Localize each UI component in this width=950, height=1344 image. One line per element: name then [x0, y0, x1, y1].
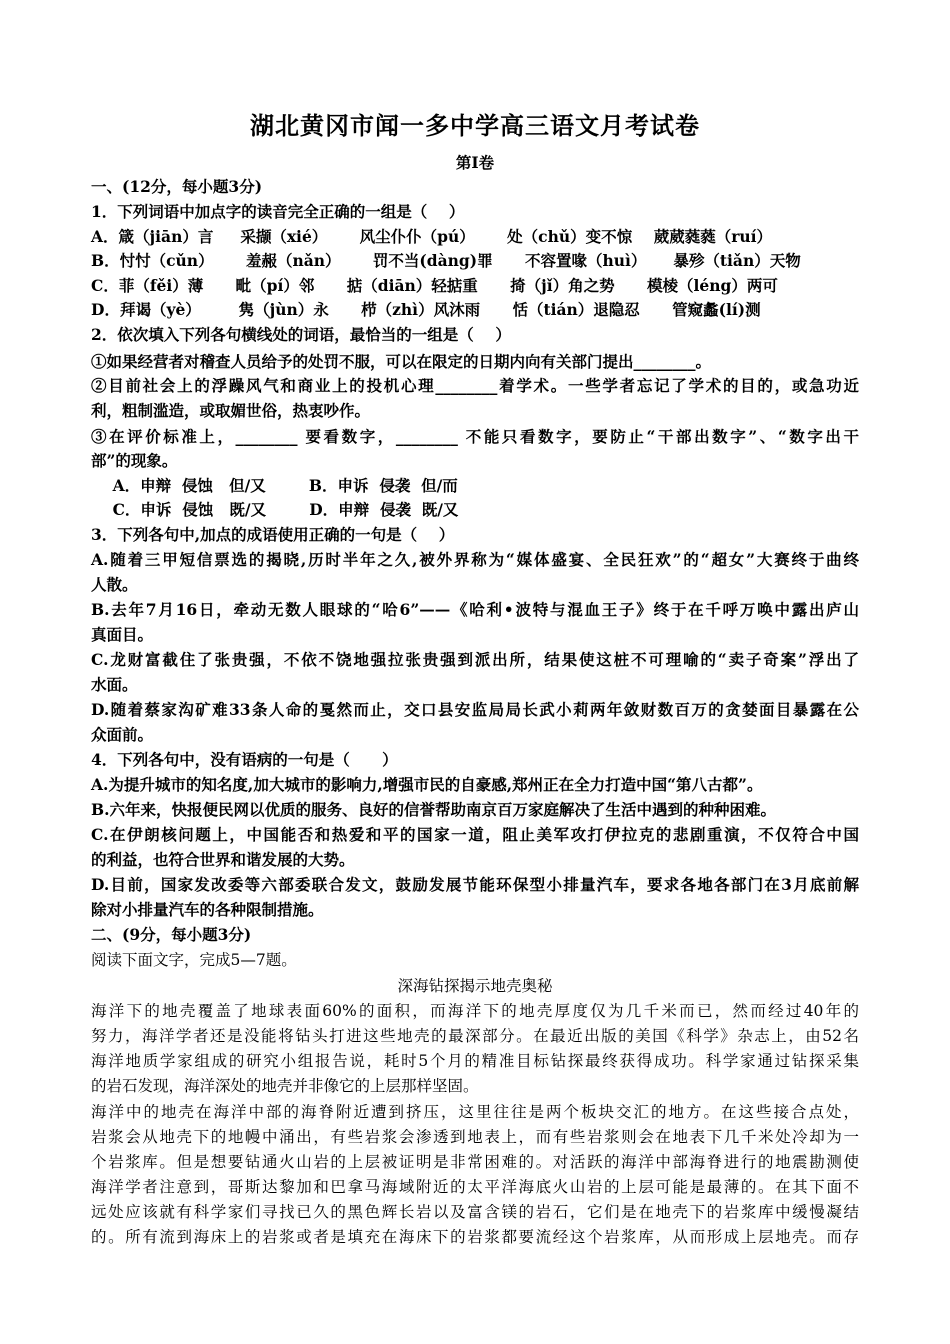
q2-sentence-1: ①如果经营者对稽查人员给予的处罚不服，可以在限定的日期内向有关部门提出________。	[91, 352, 712, 371]
q4-option-c-cont: 的利益，也符合世界和谐发展的大势。	[91, 850, 355, 869]
article-p2-line5: 远处应该就有科学家们寻找已久的黑色辉长岩以及富含镁的岩石，它们是在地壳下的岩浆库中缓慢凝结	[91, 1203, 859, 1221]
q4-option-b: B.六年来，快报便民网以优质的服务、良好的信誉帮助南京百万家庭解决了生活中遇到的种种困难。	[91, 800, 777, 819]
q3-option-a: A.随着三甲短信票选的揭晓,历时半年之久,被外界称为“媒体盛宴、全民狂欢”的“超女”大赛终于曲终	[91, 550, 859, 569]
article-p1-line4: 的岩石发现，海洋深处的地壳并非像它的上层那样坚固。	[91, 1077, 479, 1095]
q1-option-a: A．箴（jiān）言 采撷（xié） 风尘仆仆（pú） 处（chǔ）变不惊 葳葳蕤蕤（ruí）	[91, 227, 773, 246]
question-1: 1．下列词语中加点字的读音完全正确的一组是（ ）	[91, 202, 465, 221]
q4-option-a: A.为提升城市的知名度,加大城市的影响力,增强市民的自豪感,郑州正在全力打造中国“第八古都”。	[91, 775, 763, 794]
q4-option-c: C.在伊朗核问题上，中国能否和热爱和平的国家一道，阻止美军攻打伊拉克的悲剧重演，不仅符合中国	[91, 825, 859, 844]
q3-option-a-cont: 人散。	[91, 575, 138, 594]
article-p1-line3: 海洋地质学家组成的研究小组报告说，耗时5个月的精准目标钻探最终获得成功。科学家通过钻探采集	[91, 1052, 859, 1070]
q3-option-d: D.随着蔡家沟矿难33条人命的戛然而止，交口县安监局局长武小莉两年敛财数百万的贪婪面目暴露在公	[91, 700, 859, 719]
q1-option-d: D．拜谒（yè） 隽（jùn）永 栉（zhì）风沐雨 恬（tián）退隐忍 管窥蠡(lí)测	[91, 300, 761, 319]
article-p1-line2: 努力，海洋学者还是没能将钻头打进这些地壳的最深部分。在最近出版的美国《科学》杂志上，由52名	[91, 1027, 859, 1045]
article-title: 深海钻探揭示地壳奥秘	[397, 977, 553, 995]
q4-option-d-cont: 除对小排量汽车的各种限制措施。	[91, 900, 324, 919]
q1-option-c: C．菲（fěi）薄 毗（pí）邻 掂（diān）轻掂重 掎（jǐ）角之势 模棱（léng）两可	[91, 276, 778, 295]
article-p1-line1: 海洋下的地壳覆盖了地球表面60%的面积，而海洋下的地壳厚度仅为几千米而已，然而经过40年的	[91, 1002, 859, 1020]
q1-option-b: B．忖忖（cǔn） 羞赧（nǎn） 罚不当(dàng)罪 不容置喙（huì） 暴殄（tiǎn）天物	[91, 251, 801, 270]
question-2: 2．依次填入下列各句横线处的词语，最恰当的一组是（ ）	[91, 325, 511, 344]
article-p2-line1: 海洋中的地壳在海洋中部的海脊附近遭到挤压，这里往往是两个板块交汇的地方。在这些接合点处，	[91, 1103, 859, 1121]
question-4: 4．下列各句中，没有语病的一句是（ ）	[91, 750, 398, 769]
article-p2-line6: 的。所有流到海床上的岩浆或者是填充在海床下的岩浆都要流经这个岩浆库，从而形成上层地壳。而存	[91, 1228, 859, 1246]
q2-sentence-2: ②目前社会上的浮躁风气和商业上的投机心理________着学术。一些学者忘记了学术的目的，或急功近	[91, 376, 859, 395]
article-p2-line2: 岩浆会从地壳下的地幔中涌出，有些岩浆会渗透到地表上，而有些岩浆则会在地表下几千米处冷却为一	[91, 1128, 859, 1146]
section-subtitle: 第Ⅰ卷	[455, 153, 495, 172]
q4-option-d: D.目前，国家发改委等六部委联合发文，鼓励发展节能环保型小排量汽车，要求各地各部门在3月底前解	[91, 875, 859, 894]
reading-instruction: 阅读下面文字，完成5—7题。	[91, 951, 297, 969]
q2-options-cd: C．申诉 侵蚀 既/又 D．申辩 侵袭 既/又	[91, 500, 459, 519]
q2-options-ab: A．申辩 侵蚀 但/又 B．申诉 侵袭 但/而	[91, 476, 458, 495]
article-p2-line4: 海洋学者注意到，哥斯达黎加和巴拿马海域附近的太平洋海底火山岩的上层可能是最薄的。在其下面不	[91, 1178, 859, 1196]
q3-option-b-cont: 真面目。	[91, 625, 154, 644]
q2-sentence-3-cont: 部”的现象。	[91, 451, 178, 470]
q3-option-c: C.龙财富截住了张贵强，不依不饶地强拉张贵强到派出所，结果使这桩不可理喻的“卖子奇案”浮出了	[91, 650, 859, 669]
page-title: 湖北黄冈市闻一多中学高三语文月考试卷	[250, 111, 700, 140]
article-p2-line3: 个岩浆库。但是想要钻通火山岩的上层被证明是非常困难的。对活跃的海洋中部海脊进行的地震勘测使	[91, 1153, 859, 1171]
section-two-heading: 二、(9分，每小题3分)	[91, 925, 252, 944]
q3-option-d-cont: 众面前。	[91, 725, 154, 744]
section-one-heading: 一、(12分，每小题3分)	[91, 177, 263, 196]
q2-sentence-2-cont: 利，粗制滥造，或取媚世俗，热衷吵作。	[91, 401, 371, 420]
q3-option-c-cont: 水面。	[91, 675, 138, 694]
q3-option-b: B.去年7月16日，牵动无数人眼球的“哈6”——《哈利•波特与混血王子》终于在千呼万唤中露出庐山	[91, 600, 859, 619]
q2-sentence-3: ③在评价标准上，________ 要看数字，________ 不能只看数字，要防止“干部出数字”、“数字出干	[91, 427, 859, 446]
question-3: 3．下列各句中,加点的成语使用正确的一句是（ ）	[91, 525, 455, 544]
